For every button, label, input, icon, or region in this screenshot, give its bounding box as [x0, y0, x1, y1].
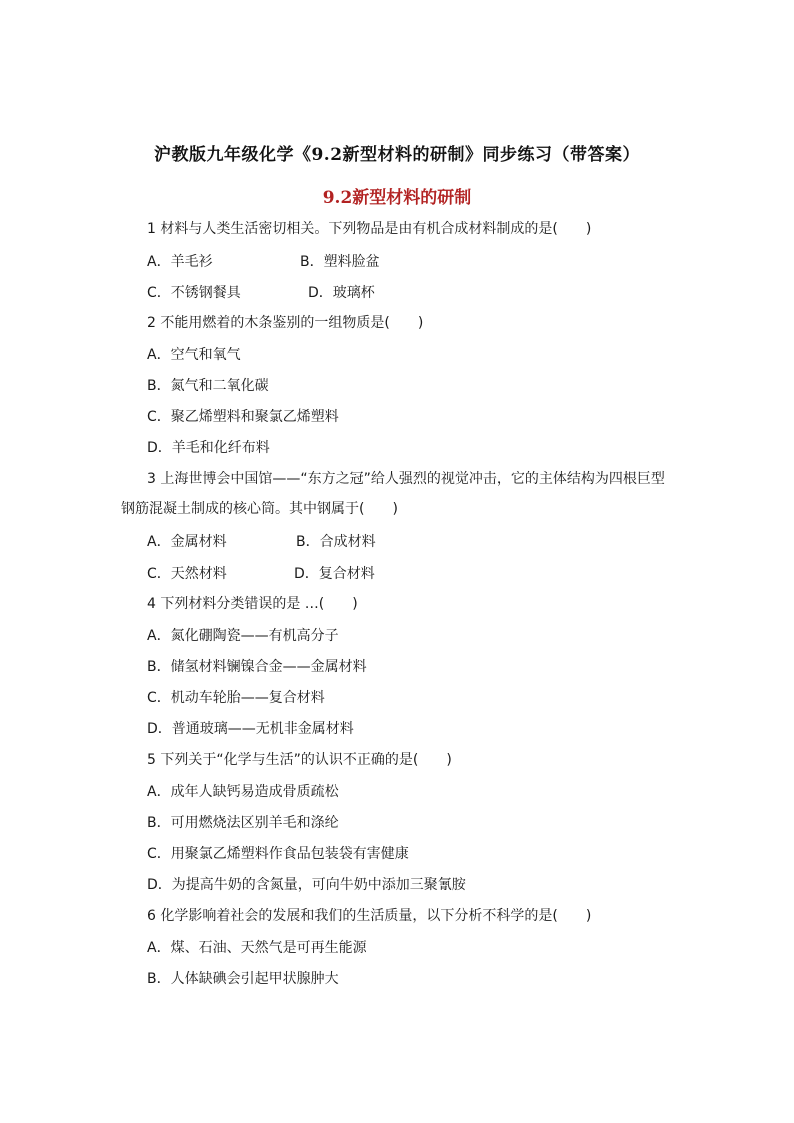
- question-4-option-a: A．氮化硼陶瓷——有机高分子: [147, 628, 339, 644]
- question-1-option-b: B．塑料脸盆: [300, 254, 380, 270]
- question-3-option-b: B．合成材料: [296, 534, 376, 550]
- question-1-option-c: C．不锈钢餐具: [147, 285, 241, 301]
- question-3-option-a: A．金属材料: [147, 534, 227, 550]
- question-5-option-b: B．可用燃烧法区别羊毛和涤纶: [147, 815, 339, 831]
- question-3-stem-line-2: 钢筋混凝土制成的核心筒。其中钢属于( ): [121, 501, 398, 517]
- question-4-option-d: D．普通玻璃——无机非金属材料: [147, 721, 354, 737]
- question-6-stem: 6 化学影响着社会的发展和我们的生活质量，以下分析不科学的是( ): [147, 908, 592, 924]
- question-2-option-c: C．聚乙烯塑料和聚氯乙烯塑料: [147, 409, 339, 425]
- question-4-option-c: C．机动车轮胎——复合材料: [147, 690, 325, 706]
- question-1-stem: 1 材料与人类生活密切相关。下列物品是由有机合成材料制成的是( ): [147, 221, 592, 237]
- question-3-stem-line-1: 3 上海世博会中国馆——“东方之冠”给人强烈的视觉冲击，它的主体结构为四根巨型: [147, 471, 665, 487]
- section-title: 9.2新型材料的研制: [322, 188, 472, 208]
- question-5-option-d: D．为提高牛奶的含氮量，可向牛奶中添加三聚氰胺: [147, 877, 466, 893]
- question-2-stem: 2 不能用燃着的木条鉴别的一组物质是( ): [147, 315, 424, 331]
- question-2-option-a: A．空气和氧气: [147, 347, 241, 363]
- document-title: 沪教版九年级化学《9.2新型材料的研制》同步练习（带答案）: [153, 145, 641, 165]
- question-1-option-a: A．羊毛衫: [147, 254, 213, 270]
- question-2-option-b: B．氮气和二氧化碳: [147, 378, 269, 394]
- question-5-stem: 5 下列关于“化学与生活”的认识不正确的是( ): [147, 752, 452, 768]
- question-6-option-a: A．煤、石油、天然气是可再生能源: [147, 940, 367, 956]
- question-3-option-c: C．天然材料: [147, 566, 227, 582]
- question-5-option-c: C．用聚氯乙烯塑料作食品包装袋有害健康: [147, 846, 409, 862]
- question-6-option-b: B．人体缺碘会引起甲状腺肿大: [147, 971, 339, 987]
- question-1-option-d: D．玻璃杯: [308, 285, 375, 301]
- question-2-option-d: D．羊毛和化纤布料: [147, 440, 270, 456]
- question-3-option-d: D．复合材料: [294, 566, 375, 582]
- question-5-option-a: A．成年人缺钙易造成骨质疏松: [147, 784, 339, 800]
- question-4-stem: 4 下列材料分类错误的是 …( ): [147, 596, 358, 612]
- question-4-option-b: B．储氢材料镧镍合金——金属材料: [147, 659, 367, 675]
